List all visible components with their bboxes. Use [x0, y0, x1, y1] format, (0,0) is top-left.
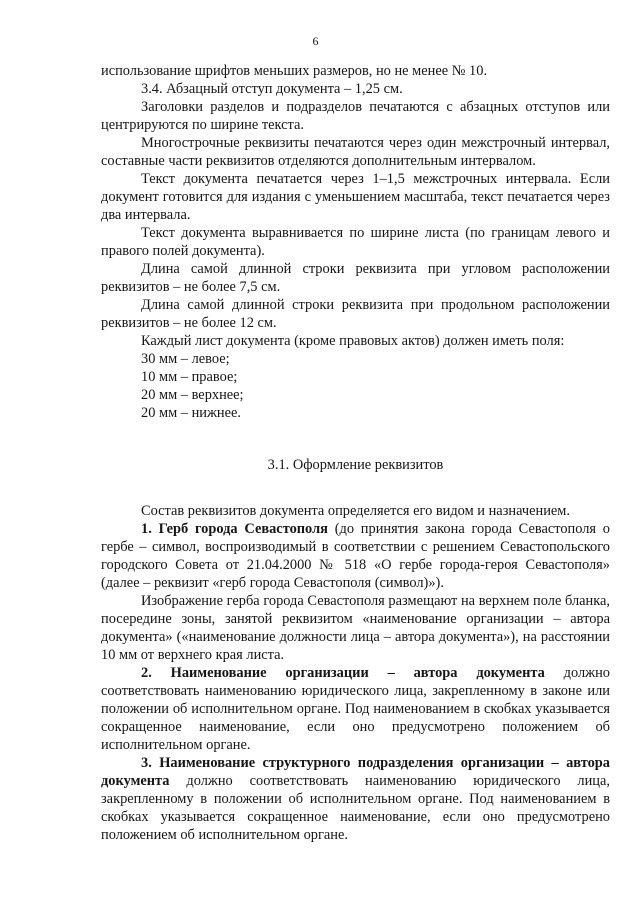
requisite-title: 1. Герб города Севастополя	[141, 521, 328, 537]
margin-left-item: 30 мм – левое;	[141, 351, 230, 367]
paragraph-margins-intro: Каждый лист документа (кроме правовых актов) должен иметь поля:	[141, 333, 565, 349]
requisite-title: 2. Наименование организации – автора документа	[141, 665, 545, 681]
paragraph-indent-rule: 3.4. Абзацный отступ документа – 1,25 см.	[141, 81, 403, 97]
spacer	[101, 474, 610, 502]
page-number: 6	[312, 34, 319, 48]
paragraph-longitudinal-layout: Длина самой длинной строки реквизита при продольном расположении реквизитов – не более 12 см.	[101, 297, 610, 331]
requisite-text: (до принятия закона города Севастополя о гербе – символ, воспроизводимый в соответствии с решением Севастопольского городского Совета от 21.04.2000 № 518 «О гербе города-героя Севастополя» (далее – реквизит «герб города Севастополя (символ)»).	[101, 521, 610, 591]
requisite-text: должно соответствовать наименованию юридического лица, закрепленному в законе или положении об исполнительном органе. Под наименованием в скобках указывается сокращенное наименование, если оно предусмотрено положением об исполнительном органе.	[101, 665, 610, 753]
paragraph-justification: Текст документа выравнивается по ширине листа (по границам левого и правого полей документа).	[101, 225, 610, 259]
requisite-item-coat-of-arms	[101, 520, 610, 592]
paragraph-headings-rule: Заголовки разделов и подразделов печатаются с абзацных отступов или центрируются по ширине текста.	[101, 99, 610, 133]
section-title: 3.1. Оформление реквизитов	[267, 457, 444, 473]
margin-right-item: 10 мм – правое;	[141, 369, 238, 385]
requisite-text: должно соответствовать наименованию юридического лица, закрепленному в положении об исполнительном органе. Под наименованием в скобках указывается сокращенное наименование, если оно предусмотрено положением об исполнительном органе.	[101, 773, 610, 843]
spacer	[101, 422, 610, 456]
paragraph-corner-layout: Длина самой длинной строки реквизита при угловом расположении реквизитов – не более 7,5 см.	[101, 261, 610, 295]
requisite-item-coat-placement	[101, 592, 610, 664]
paragraph-line-spacing: Текст документа печатается через 1–1,5 межстрочных интервала. Если документ готовится для издания с уменьшением масштаба, текст печатается через два интервала.	[101, 171, 610, 223]
document-body	[101, 62, 610, 844]
section-intro: Состав реквизитов документа определяется его видом и назначением.	[141, 503, 571, 519]
margin-top-item: 20 мм – верхнее;	[141, 387, 244, 403]
margin-bottom-item: 20 мм – нижнее.	[141, 405, 242, 421]
requisite-item-department-name	[101, 754, 610, 844]
requisite-text: Изображение герба города Севастополя размещают на верхнем поле бланка, посередине зоны, занятой реквизитом «наименование организации – автора документа» («наименование должности лица – автора документа»), на расстоянии 10 мм от верхнего края листа.	[101, 593, 610, 663]
requisite-title: 3. Наименование структурного подразделения организации – автора документа	[101, 755, 610, 789]
paragraph-continuation: использование шрифтов меньших размеров, но не менее № 10.	[101, 63, 488, 79]
paragraph-multiline-requisites: Многострочные реквизиты печатаются через один межстрочный интервал, составные части реквизитов отделяются дополнительным интервалом.	[101, 135, 610, 169]
requisite-item-organization-name	[101, 664, 610, 754]
